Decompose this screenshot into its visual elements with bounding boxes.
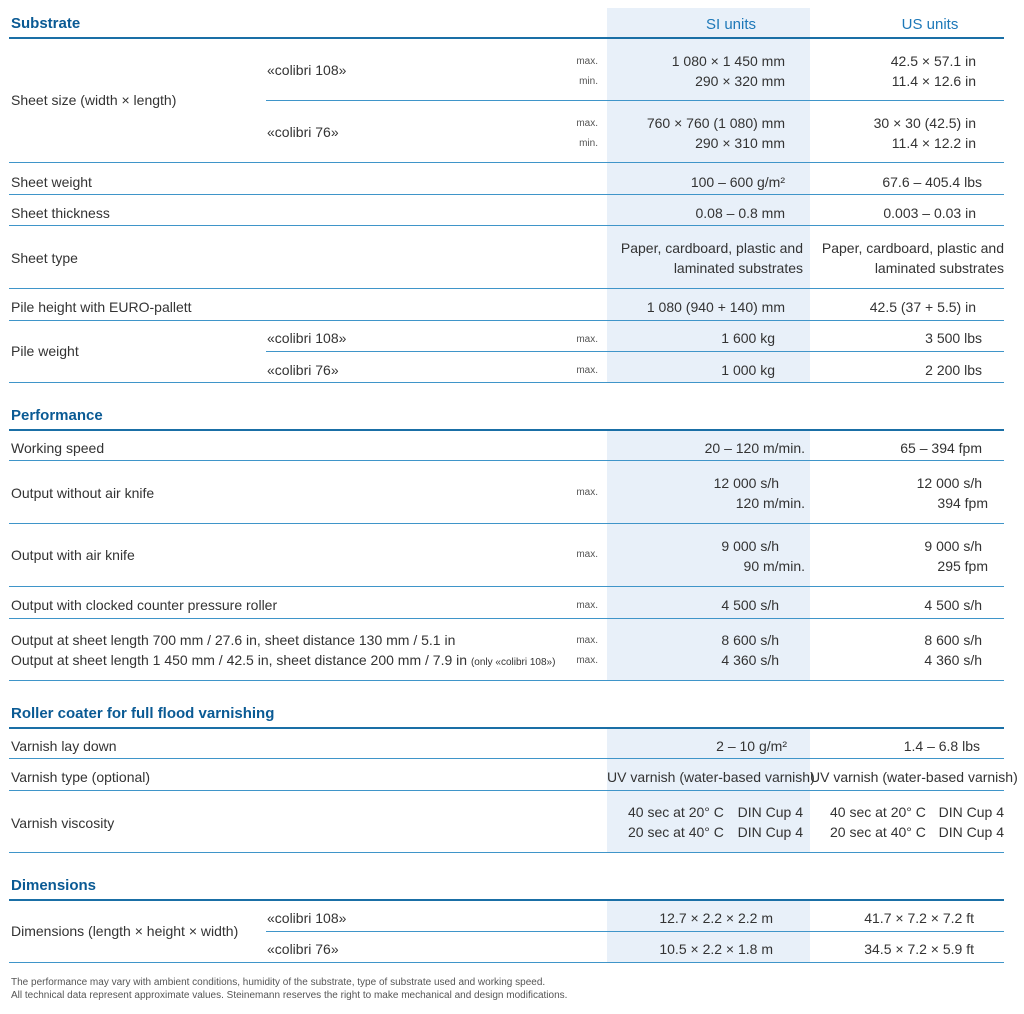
- max-label: max.: [576, 655, 598, 666]
- si-value: 1 600 kg: [721, 330, 775, 346]
- si-value: 10.5 × 2.2 × 1.8 m: [659, 941, 773, 957]
- us-value: UV varnish (water-based varnish): [810, 769, 1018, 785]
- model-label-colibri-108: «colibri 108»: [267, 62, 347, 78]
- row-divider: [9, 586, 1004, 587]
- us-value: 30 × 30 (42.5) in: [873, 115, 976, 131]
- us-value: 42.5 (37 + 5.5) in: [869, 299, 976, 315]
- us-value: 67.6 – 405.4 lbs: [882, 174, 982, 190]
- si-value: 9 000 s/h: [721, 538, 779, 554]
- row-label-clocked-roller: Output with clocked counter pressure roller: [11, 597, 278, 613]
- max-label: max.: [576, 118, 598, 129]
- row-divider: [9, 382, 1004, 383]
- si-value: 1 080 × 1 450 mm: [671, 53, 785, 69]
- us-value: 8 600 s/h: [924, 632, 982, 648]
- si-value: 40 sec at 20° C: [628, 804, 724, 820]
- row-label-pile-height: Pile height with EURO-pallett: [11, 299, 192, 315]
- row-divider: [9, 225, 1004, 226]
- row-label-output-with-air-knife: Output with air knife: [11, 547, 135, 563]
- max-label: max.: [576, 635, 598, 646]
- footnote: All technical data represent approximate values. Steinemann reserves the right to make mechanical and design modifications.: [11, 990, 568, 1001]
- model-label-colibri-76: «colibri 76»: [267, 124, 339, 140]
- us-value: 9 000 s/h: [924, 538, 982, 554]
- row-divider: [9, 162, 1004, 163]
- max-label: max.: [576, 56, 598, 67]
- us-value: 394 fpm: [937, 495, 988, 511]
- us-value: DIN Cup 4: [938, 804, 1004, 820]
- si-value: 4 360 s/h: [721, 652, 779, 668]
- us-value: 42.5 × 57.1 in: [890, 53, 976, 69]
- section-rule: [9, 37, 1004, 39]
- us-value: 295 fpm: [937, 558, 988, 574]
- section-rule: [9, 429, 1004, 431]
- section-rule: [9, 727, 1004, 729]
- row-divider: [266, 351, 1004, 352]
- us-value: Paper, cardboard, plastic and: [821, 240, 1004, 256]
- si-value: Paper, cardboard, plastic and: [620, 240, 803, 256]
- us-value: DIN Cup 4: [938, 824, 1004, 840]
- row-label-dimensions: Dimensions (length × height × width): [11, 923, 239, 939]
- us-value: 12 000 s/h: [916, 475, 982, 491]
- row-divider: [9, 288, 1004, 289]
- model-label-colibri-76: «colibri 76»: [267, 941, 339, 957]
- us-value: 2 200 lbs: [925, 362, 982, 378]
- row-divider: [9, 618, 1004, 619]
- us-value: 3 500 lbs: [925, 330, 982, 346]
- model-note: (only «colibri 108»): [470, 657, 556, 668]
- si-value: 8 600 s/h: [721, 632, 779, 648]
- si-value: 290 × 310 mm: [695, 135, 785, 151]
- us-value: 4 500 s/h: [924, 597, 982, 613]
- si-value: 2 – 10 g/m²: [716, 738, 787, 754]
- si-value: 20 sec at 40° C: [628, 824, 724, 840]
- row-divider: [9, 790, 1004, 791]
- us-units-header: US units: [901, 16, 959, 33]
- section-title-substrate: Substrate: [11, 15, 81, 32]
- si-value: 20 – 120 m/min.: [704, 440, 805, 456]
- si-value: 4 500 s/h: [721, 597, 779, 613]
- max-label: max.: [576, 365, 598, 376]
- si-units-header: SI units: [705, 16, 757, 33]
- row-divider: [266, 931, 1004, 932]
- row-divider: [9, 194, 1004, 195]
- us-value: 11.4 × 12.2 in: [891, 135, 976, 151]
- us-value: 0.003 – 0.03 in: [883, 205, 976, 221]
- si-value: 120 m/min.: [735, 495, 805, 511]
- row-divider: [9, 523, 1004, 524]
- us-value: 1.4 – 6.8 lbs: [903, 738, 980, 754]
- row-divider: [9, 852, 1004, 853]
- us-value: 4 360 s/h: [924, 652, 982, 668]
- si-value: 290 × 320 mm: [695, 73, 785, 89]
- si-value: DIN Cup 4: [737, 824, 803, 840]
- row-label-varnish-lay-down: Varnish lay down: [11, 738, 117, 754]
- row-label-output-without-air-knife: Output without air knife: [11, 485, 155, 501]
- row-label-sheet-weight: Sheet weight: [11, 174, 92, 190]
- row-divider: [9, 320, 1004, 321]
- row-label-sheet-thickness: Sheet thickness: [11, 205, 110, 221]
- min-label: min.: [579, 76, 598, 87]
- us-value: 20 sec at 40° C: [830, 824, 926, 840]
- si-value: 12.7 × 2.2 × 2.2 m: [659, 910, 773, 926]
- si-value: 90 m/min.: [743, 558, 805, 574]
- si-value: 1 080 (940 + 140) mm: [646, 299, 785, 315]
- row-label-pile-weight: Pile weight: [11, 343, 79, 359]
- si-value: laminated substrates: [673, 260, 803, 276]
- si-value: DIN Cup 4: [737, 804, 803, 820]
- si-value: 760 × 760 (1 080) mm: [646, 115, 785, 131]
- us-value: laminated substrates: [874, 260, 1004, 276]
- si-value: 100 – 600 g/m²: [690, 174, 785, 190]
- model-label-colibri-76: «colibri 76»: [267, 362, 339, 378]
- max-label: max.: [576, 549, 598, 560]
- max-label: max.: [576, 600, 598, 611]
- row-label-working-speed: Working speed: [11, 440, 105, 456]
- row-label-sheet-type: Sheet type: [11, 250, 78, 266]
- row-label-varnish-type: Varnish type (optional): [11, 769, 151, 785]
- model-label-colibri-108: «colibri 108»: [267, 910, 347, 926]
- us-value: 34.5 × 7.2 × 5.9 ft: [864, 941, 974, 957]
- max-label: max.: [576, 487, 598, 498]
- si-value: 0.08 – 0.8 mm: [695, 205, 785, 221]
- us-value: 11.4 × 12.6 in: [891, 73, 976, 89]
- section-title-performance: Performance: [11, 407, 103, 424]
- section-title-dimensions: Dimensions: [11, 877, 97, 894]
- us-value: 41.7 × 7.2 × 7.2 ft: [864, 910, 974, 926]
- min-label: min.: [579, 138, 598, 149]
- us-value: 65 – 394 fpm: [900, 440, 982, 456]
- row-label-sheet-length-700: Output at sheet length 700 mm / 27.6 in, sheet distance 130 mm / 5.1 in: [11, 632, 456, 648]
- section-title-roller-coater: Roller coater for full flood varnishing: [11, 705, 275, 722]
- section-rule: [9, 899, 1004, 901]
- si-value: UV varnish (water-based varnish): [607, 769, 815, 785]
- row-divider: [266, 100, 1004, 101]
- row-label-text: Output at sheet length 1 450 mm / 42.5 in, sheet distance 200 mm / 7.9 in: [11, 652, 468, 668]
- us-value: 40 sec at 20° C: [830, 804, 926, 820]
- row-divider: [9, 460, 1004, 461]
- model-label-colibri-108: «colibri 108»: [267, 330, 347, 346]
- row-divider: [9, 680, 1004, 681]
- row-label-sheet-length-1450: [11, 652, 555, 671]
- si-value: 1 000 kg: [721, 362, 775, 378]
- row-divider: [9, 962, 1004, 963]
- row-label-varnish-viscosity: Varnish viscosity: [11, 815, 115, 831]
- max-label: max.: [576, 334, 598, 345]
- row-label-sheet-size: Sheet size (width × length): [11, 92, 177, 108]
- si-value: 12 000 s/h: [713, 475, 779, 491]
- footnote: The performance may vary with ambient conditions, humidity of the substrate, type of substrate used and working speed.: [11, 977, 546, 988]
- row-divider: [9, 758, 1004, 759]
